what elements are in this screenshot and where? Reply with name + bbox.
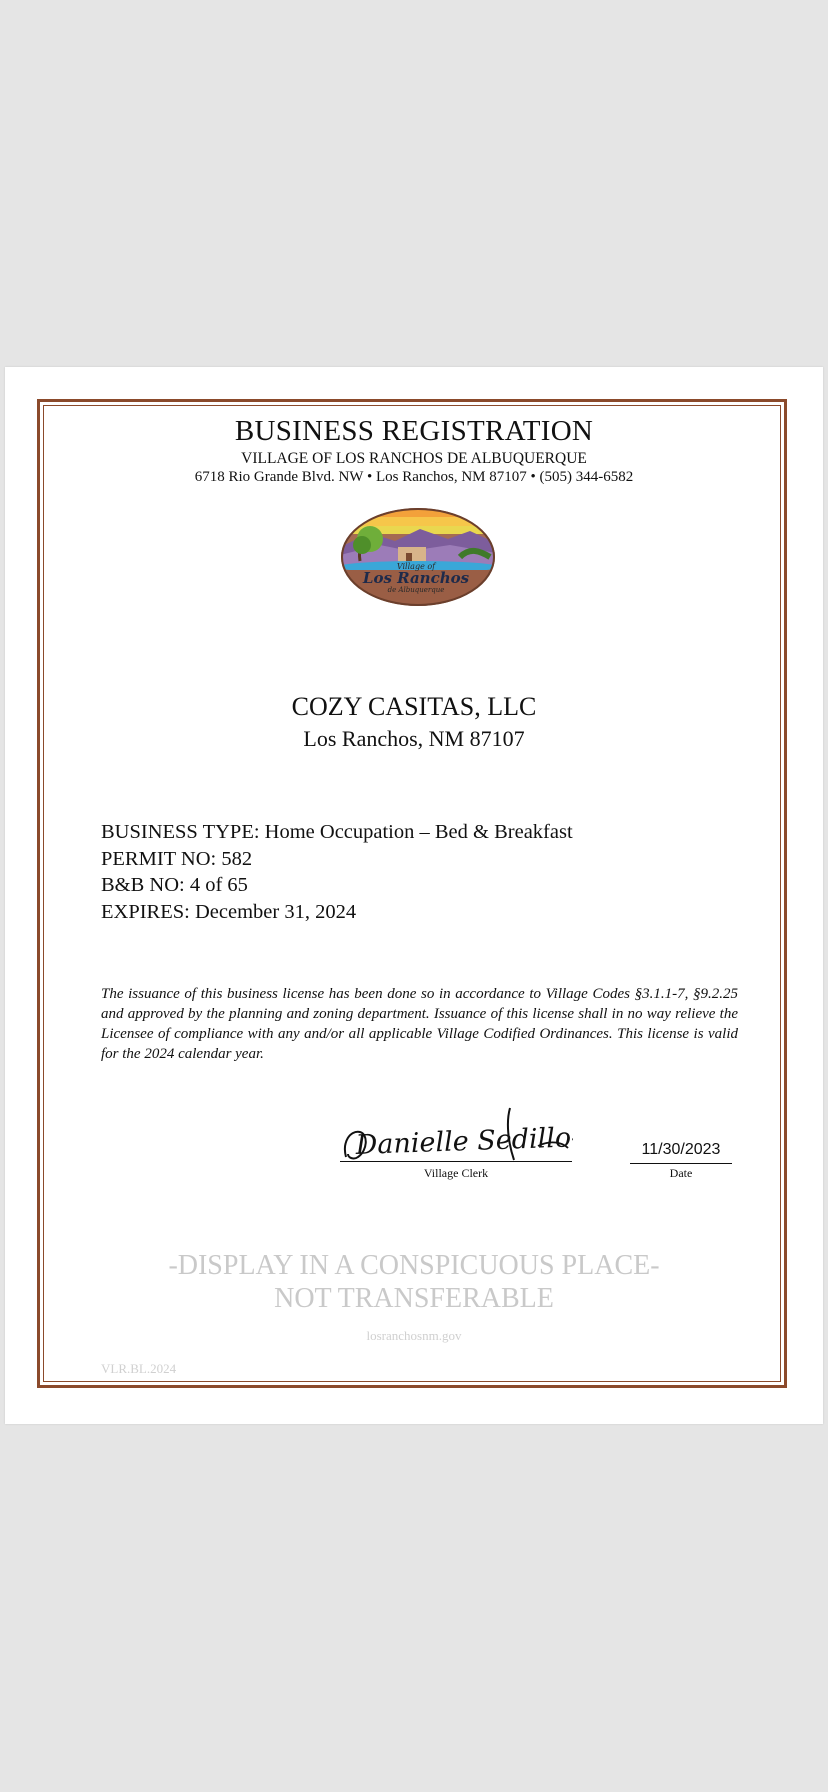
permit-number: PERMIT NO: 582	[101, 847, 253, 870]
signature-label: Village Clerk	[423, 1166, 489, 1180]
display-notice-line2: NOT TRANSFERABLE	[274, 1283, 554, 1314]
license-notice: The issuance of this business license has been done so in accordance to Village Codes §3.1.1-7, §9.2.25 and approved by the planning and zoning department. Issuance of this license shall in no way relieve the Licensee of compliance with any and/or all applicable Village Codified Ordinances. This license is valid for the 2024 calendar year.	[101, 986, 738, 1062]
business-details	[101, 819, 573, 925]
signature-text: Danielle Sedillo-Molina	[355, 1118, 573, 1161]
logo-text-line2: Los Ranchos	[362, 569, 470, 587]
issuer-address: 6718 Rio Grande Blvd. NW • Los Ranchos, NM 87107 • (505) 344-6582	[194, 469, 634, 485]
village-seal-icon	[340, 507, 496, 607]
issuer-name: VILLAGE OF LOS RANCHOS DE ALBUQUERQUE	[241, 450, 587, 467]
date-line	[630, 1163, 732, 1164]
certificate-page	[5, 367, 823, 1424]
date-label: Date	[669, 1166, 693, 1180]
certificate-title: BUSINESS REGISTRATION	[234, 415, 594, 447]
issue-date: 11/30/2023	[641, 1141, 721, 1158]
business-name: COZY CASITAS, LLC	[291, 692, 537, 721]
display-notice-line1: -DISPLAY IN A CONSPICUOUS PLACE-	[168, 1250, 660, 1281]
village-seal-logo	[340, 507, 496, 607]
bnb-number: B&B NO: 4 of 65	[101, 874, 248, 896]
signature-image	[338, 1102, 573, 1164]
business-location: Los Ranchos, NM 87107	[303, 726, 525, 751]
logo-text-line3: de Albuquerque	[387, 586, 445, 594]
form-code: VLR.BL.2024	[101, 1361, 177, 1376]
expiration-date: EXPIRES: December 31, 2024	[101, 900, 357, 923]
logo-text-line1: Village of	[396, 562, 436, 571]
clerk-signature	[338, 1102, 573, 1164]
website-text: losranchosnm.gov	[366, 1328, 462, 1343]
business-type: BUSINESS TYPE: Home Occupation – Bed & Breakfast	[101, 821, 573, 843]
signature-line	[340, 1161, 572, 1162]
